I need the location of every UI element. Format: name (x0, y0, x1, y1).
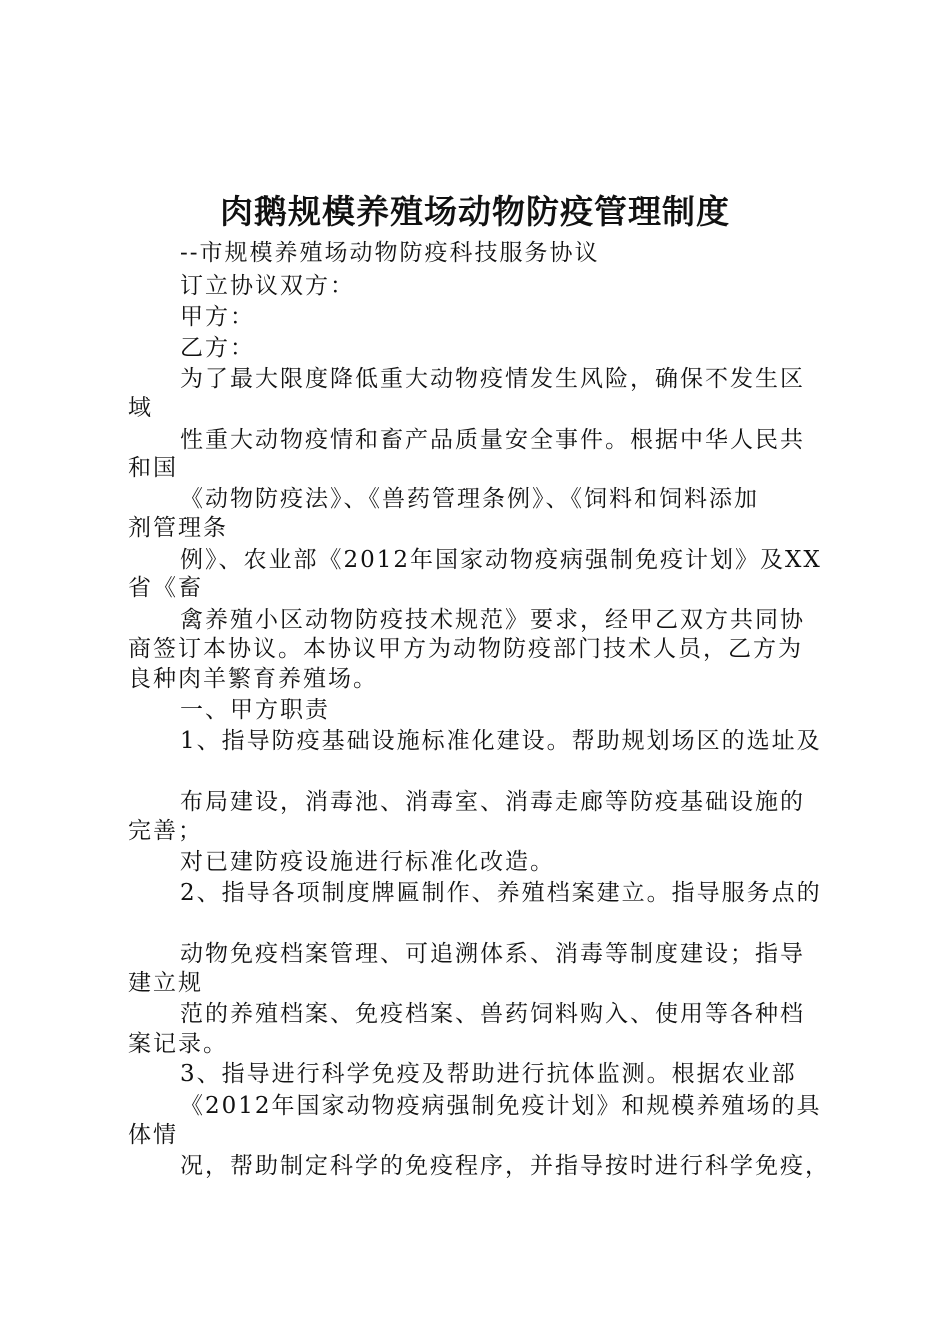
body-line: 1、指导防疫基础设施标准化建设。帮助规划场区的选址及 (180, 728, 822, 754)
body-line: 域 (128, 395, 153, 421)
body-line: 订立协议双方： (180, 273, 355, 299)
body-line: 3、指导进行科学免疫及帮助进行抗体监测。根据农业部 (180, 1061, 797, 1087)
body-line: 完善； (128, 818, 203, 844)
body-line: 对已建防疫设施进行标准化改造。 (180, 849, 555, 875)
body-line: 动物免疫档案管理、可追溯体系、消毒等制度建设；指导 (180, 941, 805, 967)
subtitle-line: --市规模养殖场动物防疫科技服务协议 (180, 240, 600, 266)
body-line: 剂管理条 (128, 515, 228, 541)
body-line: 案记录。 (128, 1031, 228, 1057)
body-line: 甲方： (180, 304, 255, 330)
body-line: 性重大动物疫情和畜产品质量安全事件。根据中华人民共 (180, 427, 805, 453)
body-line: 例》、农业部《2012年国家动物疫病强制免疫计划》及XX (180, 547, 822, 573)
body-line: 和国 (128, 455, 178, 481)
body-line: 《2012年国家动物疫病强制免疫计划》和规模养殖场的具 (180, 1093, 822, 1119)
body-line: 体情 (128, 1122, 178, 1148)
body-line: 为了最大限度降低重大动物疫情发生风险，确保不发生区 (180, 366, 805, 392)
body-line: 范的养殖档案、免疫档案、兽药饲料购入、使用等各种档 (180, 1001, 805, 1027)
body-line: 布局建设，消毒池、消毒室、消毒走廊等防疫基础设施的 (180, 789, 805, 815)
body-line: 《动物防疫法》、《兽药管理条例》、《饲料和饲料添加 (180, 486, 759, 512)
body-line: 商签订本协议。本协议甲方为动物防疫部门技术人员，乙方为 (128, 636, 803, 662)
body-line: 建立规 (128, 970, 203, 996)
section-heading: 一、甲方职责 (180, 697, 330, 723)
body-line: 禽养殖小区动物防疫技术规范》要求，经甲乙双方共同协 (180, 607, 805, 633)
body-line: 况，帮助制定科学的免疫程序，并指导按时进行科学免疫， (180, 1153, 830, 1179)
body-line: 乙方： (180, 335, 255, 361)
document-title: 肉鹅规模养殖场动物防疫管理制度 (220, 192, 730, 231)
body-line: 良种肉羊繁育养殖场。 (128, 666, 378, 692)
body-line: 2、指导各项制度牌匾制作、养殖档案建立。指导服务点的 (180, 880, 822, 906)
body-line: 省《畜 (128, 575, 203, 601)
